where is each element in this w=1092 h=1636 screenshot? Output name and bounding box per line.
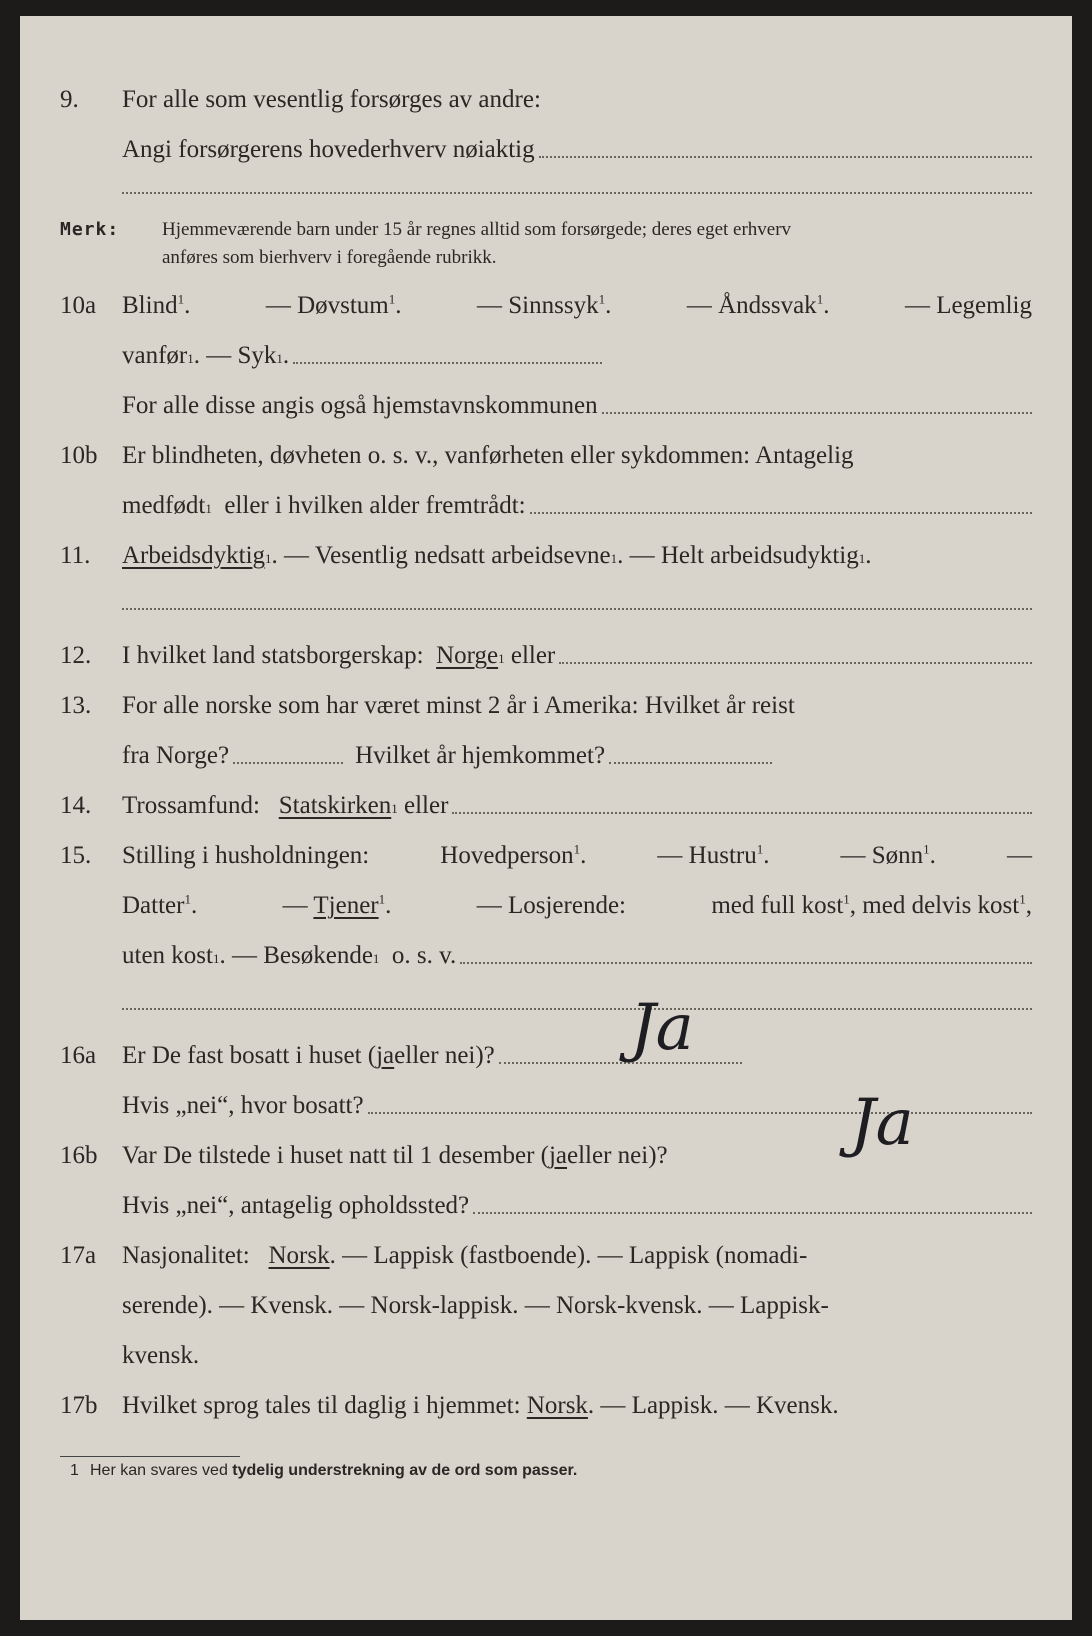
option-norge[interactable]: Norge xyxy=(436,642,499,669)
question-text: eller xyxy=(510,642,556,669)
question-text: Var De tilstede i huset natt til 1 desember ( xyxy=(122,1142,549,1169)
option-ja[interactable]: ja xyxy=(376,1042,395,1069)
option-vanfor: vanfør xyxy=(122,342,188,369)
question-number: 14. xyxy=(60,792,92,819)
answer-line[interactable] xyxy=(368,1112,1032,1114)
question-17a xyxy=(60,1236,1032,1276)
question-text: Angi forsørgerens hovederhverv nøiaktig xyxy=(122,136,535,163)
question-17a-line2 xyxy=(60,1286,1032,1326)
option-delvis-kost: , med delvis kost xyxy=(849,892,1020,919)
option-sonn: — Sønn xyxy=(840,842,924,869)
note-line: anføres som bierhverv i foregående rubrikk. xyxy=(162,247,497,268)
footnote-text: Her kan svares ved xyxy=(90,1462,228,1479)
option-sinnssyk: — Sinnssyk xyxy=(477,292,599,319)
question-text: Hvilket sprog tales til daglig i hjemmet: xyxy=(122,1392,521,1419)
question-15: 15. Stilling i husholdningen: Hovedperson$^1$. — Hustru$^1$. — Sønn$^1$. — xyxy=(60,836,1032,876)
answer-line[interactable] xyxy=(473,1212,1032,1214)
note-line: Hjemmeværende barn under 15 år regnes alltid som forsørgede; deres eget erhverv xyxy=(162,219,792,240)
footnote-mark: 1 xyxy=(70,1462,79,1479)
question-12: 12. I hvilket land statsborgerskap: Norge 1 eller xyxy=(60,636,1032,676)
handwritten-answer-16b: Ja xyxy=(850,1086,914,1160)
question-text: kvensk. xyxy=(122,1342,200,1369)
question-number: 15. xyxy=(60,842,92,869)
footnote-emphasis: tydelig understrekning av de ord som passer. xyxy=(232,1462,578,1479)
question-text: o. s. v. xyxy=(391,942,457,969)
option-besokende: — Besøkende xyxy=(231,942,373,969)
question-number: 12. xyxy=(60,642,92,669)
question-number: 10b xyxy=(60,442,98,469)
question-9 xyxy=(60,80,1032,120)
question-10a-line3 xyxy=(60,386,1032,426)
answer-line[interactable] xyxy=(293,362,602,364)
option-andssvak: — Åndssvak xyxy=(686,292,817,319)
question-number: 16a xyxy=(60,1042,97,1069)
answer-line[interactable] xyxy=(122,1008,1032,1010)
option-hovedperson: Hovedperson xyxy=(440,842,574,869)
answer-line[interactable] xyxy=(452,812,1032,814)
question-10b-line2: medfødt 1 eller i hvilken alder fremtrådt: xyxy=(60,486,1032,526)
question-number: 9. xyxy=(60,86,79,113)
question-text: Nasjonalitet: xyxy=(122,1242,250,1269)
question-11: 11. Arbeidsdyktig 1 . — Vesentlig nedsatt arbeidsevne 1 . — Helt arbeidsudyktig 1 . xyxy=(60,536,1032,576)
answer-line[interactable] xyxy=(122,608,1032,610)
question-15-line3: uten kost 1 . — Besøkende 1 o. s. v. xyxy=(60,936,1032,976)
question-number: 17b xyxy=(60,1392,98,1419)
option-hustru: — Hustru xyxy=(657,842,757,869)
question-text: eller i hvilken alder fremtrådt: xyxy=(224,492,526,519)
option-legemlig: — Legemlig xyxy=(904,292,1032,319)
answer-line[interactable] xyxy=(559,662,1032,664)
answer-line[interactable] xyxy=(460,962,1032,964)
question-15-line2: Datter$^1$. — Tjener$^1$. — Losjerende: med full kost$^1$, med delvis kost$^1$, xyxy=(60,886,1032,926)
footnote xyxy=(70,1462,578,1480)
question-text: eller nei)? xyxy=(567,1142,668,1169)
option-arbeidsdyktig[interactable]: Arbeidsdyktig xyxy=(122,542,266,569)
question-number: 10a xyxy=(60,292,97,319)
question-text: I hvilket land statsborgerskap: xyxy=(122,642,424,669)
question-9-line2 xyxy=(60,130,1032,170)
census-form-page xyxy=(20,16,1072,1620)
question-text: For alle disse angis også hjemstavnskommunen xyxy=(122,392,598,419)
question-text: serende). — Kvensk. — Norsk-lappisk. — Norsk-kvensk. — Lappisk- xyxy=(122,1292,829,1319)
question-text: For alle som vesentlig forsørges av andre: xyxy=(122,86,541,113)
option-uten-kost: uten kost xyxy=(122,942,213,969)
answer-line[interactable] xyxy=(602,412,1032,414)
footnote-divider xyxy=(60,1456,240,1457)
question-text: . — Lappisk. — Kvensk. xyxy=(587,1392,839,1419)
handwritten-answer-16a: Ja xyxy=(630,991,694,1065)
question-17b xyxy=(60,1386,1032,1426)
question-13 xyxy=(60,686,1032,726)
option-nedsatt: . — Vesentlig nedsatt arbeidsevne xyxy=(271,542,611,569)
answer-line[interactable] xyxy=(609,762,772,764)
option-dovstum: — Døvstum xyxy=(265,292,389,319)
option-norsk[interactable]: Norsk xyxy=(526,1392,588,1419)
option-norsk[interactable]: Norsk xyxy=(268,1242,330,1269)
question-text: Trossamfund: xyxy=(122,792,260,819)
question-10a: 10a Blind$^1$. — Døvstum$^1$. — Sinnssyk$^1$. — Åndssvak$^1$. — Legemlig xyxy=(60,286,1032,326)
question-16a xyxy=(60,1036,1032,1076)
option-full-kost: med full kost xyxy=(711,892,844,919)
question-text: Hvilket år hjemkommet? xyxy=(355,742,606,769)
answer-line[interactable] xyxy=(530,512,1032,514)
note-label: Merk: xyxy=(60,219,120,240)
question-text: Er De fast bosatt i huset ( xyxy=(122,1042,377,1069)
question-text: Er blindheten, døvheten o. s. v., vanførheten eller sykdommen: Antagelig xyxy=(122,442,854,469)
note-merk xyxy=(60,216,1032,276)
question-10b xyxy=(60,436,1032,476)
option-datter: Datter xyxy=(122,892,185,919)
question-text: eller nei)? xyxy=(394,1042,495,1069)
question-13-line2 xyxy=(60,736,1032,776)
option-blind: Blind xyxy=(122,292,178,319)
question-text: eller xyxy=(404,792,449,819)
question-10a-line2: vanfør 1 . — Syk 1 . xyxy=(60,336,1032,376)
question-14: 14. Trossamfund: Statskirken 1 eller xyxy=(60,786,1032,826)
option-udyktig: . — Helt arbeidsudyktig xyxy=(617,542,859,569)
option-tjener[interactable]: Tjener xyxy=(313,892,379,919)
answer-line[interactable] xyxy=(122,192,1032,194)
option-syk: — Syk xyxy=(206,342,277,369)
question-text: Hvis „nei“, hvor bosatt? xyxy=(122,1092,364,1119)
question-text: Stilling i husholdningen: xyxy=(122,842,370,869)
answer-line[interactable] xyxy=(233,762,343,764)
option-statskirken[interactable]: Statskirken xyxy=(278,792,392,819)
option-ja[interactable]: ja xyxy=(548,1142,568,1169)
question-text: fra Norge? xyxy=(122,742,230,769)
question-number: 11. xyxy=(60,542,91,569)
option-losjerende: — Losjerende: xyxy=(476,892,626,919)
answer-line[interactable] xyxy=(499,1062,742,1064)
question-17a-line3 xyxy=(60,1336,1032,1376)
question-text: Hvis „nei“, antagelig opholdssted? xyxy=(122,1192,470,1219)
question-text: . — Lappisk (fastboende). — Lappisk (nomadi- xyxy=(329,1242,808,1269)
question-number: 13. xyxy=(60,692,92,719)
answer-line[interactable] xyxy=(539,156,1032,158)
question-number: 17a xyxy=(60,1242,97,1269)
question-text: For alle norske som har været minst 2 år i Amerika: Hvilket år reist xyxy=(122,692,795,719)
question-number: 16b xyxy=(60,1142,98,1169)
question-16b-line2 xyxy=(60,1186,1032,1226)
option-medfodt: medfødt xyxy=(122,492,206,519)
